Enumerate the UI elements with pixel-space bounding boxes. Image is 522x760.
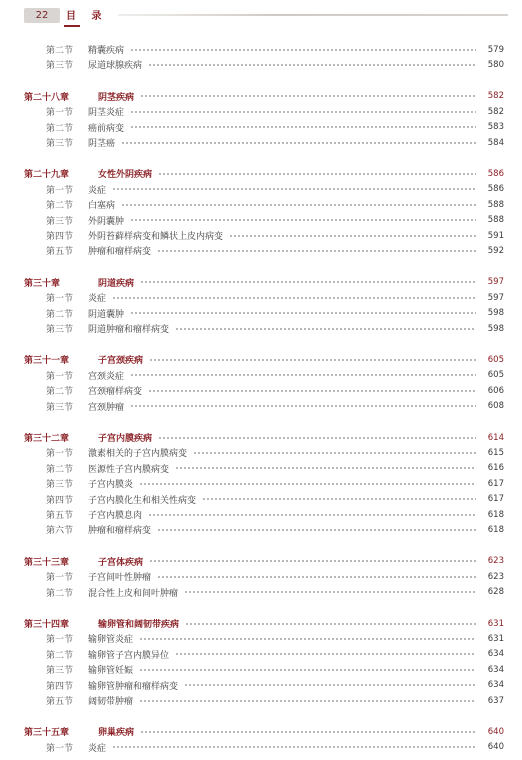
toc-section-row[interactable] — [0, 243, 522, 258]
toc-section-row[interactable] — [0, 228, 522, 243]
toc-title: 阴茎炎症 — [88, 108, 125, 119]
toc-title: 卵巢疾病 — [98, 728, 135, 739]
toc-page-number: 623 — [487, 571, 504, 582]
toc-section-row[interactable] — [0, 569, 522, 584]
toc-section-row[interactable] — [0, 57, 522, 72]
toc-section-row[interactable] — [0, 693, 522, 708]
toc-label: 第一节 — [46, 573, 74, 584]
toc-chapter-row[interactable] — [0, 275, 522, 290]
toc-title: 激素相关的子宫内膜病变 — [88, 449, 188, 460]
toc-page-number: 586 — [487, 168, 504, 179]
toc-label: 第六节 — [46, 526, 74, 537]
toc-label: 第二节 — [46, 588, 74, 599]
toc-page-number: 588 — [487, 215, 504, 226]
toc-title: 阴茎疾病 — [98, 92, 135, 103]
toc-label: 第四节 — [46, 232, 74, 242]
dot-leader — [193, 450, 476, 456]
dot-leader — [175, 465, 476, 471]
toc-label: 第三十三章 — [24, 557, 70, 568]
toc-page-number: 634 — [487, 649, 504, 660]
dot-leader — [149, 558, 476, 564]
toc-title: 输卵管子宫内膜异位 — [88, 650, 170, 661]
toc-chapter-row[interactable] — [0, 724, 522, 739]
dot-leader — [184, 682, 476, 688]
toc-section-row[interactable] — [0, 42, 522, 57]
dot-leader — [139, 636, 476, 642]
toc-page-number: 631 — [487, 633, 504, 644]
header-rule — [118, 14, 508, 16]
toc-chapter-row[interactable] — [0, 352, 522, 367]
toc-page-number: 582 — [487, 106, 504, 117]
toc-section-row[interactable] — [0, 321, 522, 336]
dot-leader — [175, 326, 476, 332]
toc-title: 阴道疾病 — [98, 278, 135, 289]
dot-leader — [112, 295, 476, 301]
toc-title: 肿瘤和瘤样病变 — [88, 526, 152, 537]
toc-label: 第三十二章 — [24, 434, 70, 444]
dot-leader — [157, 527, 476, 533]
title-underline — [64, 25, 80, 27]
toc-section-row[interactable] — [0, 522, 522, 537]
toc-page-number: 640 — [487, 726, 504, 737]
dot-leader — [121, 202, 476, 208]
toc-chapter-row[interactable] — [0, 554, 522, 569]
dot-leader — [229, 233, 476, 239]
toc-title: 阴茎癌 — [88, 139, 116, 149]
toc-page-number: 618 — [487, 524, 504, 535]
dot-leader — [112, 186, 476, 192]
toc-label: 第三节 — [46, 480, 74, 491]
toc-section-row[interactable] — [0, 507, 522, 522]
toc-page-number: 588 — [487, 199, 504, 210]
toc-label: 第三节 — [46, 402, 74, 413]
section-title: 目 录 — [66, 11, 108, 22]
toc-title: 女性外阴疾病 — [98, 170, 153, 181]
toc-title: 子宫内膜炎 — [88, 480, 134, 491]
toc-page-number: 579 — [487, 44, 504, 55]
toc-section-row[interactable] — [0, 104, 522, 119]
toc-page-number: 598 — [487, 323, 504, 334]
toc-title: 肿瘤和瘤样病变 — [88, 247, 152, 258]
toc-title: 子宫内膜息肉 — [88, 511, 143, 521]
toc-label: 第一节 — [46, 635, 74, 646]
toc-label: 第五节 — [46, 247, 74, 258]
toc-section-row[interactable] — [0, 445, 522, 460]
toc-page-number: 592 — [487, 245, 504, 256]
toc-title: 外阴囊肿 — [88, 216, 125, 227]
toc-page-number: 618 — [487, 509, 504, 520]
dot-leader — [130, 403, 476, 409]
page-header — [0, 0, 522, 32]
toc-page-number: 591 — [487, 230, 504, 241]
toc-page-number: 582 — [487, 91, 504, 102]
dot-leader — [130, 310, 476, 316]
toc-title: 宫颈肿瘤 — [88, 402, 125, 413]
toc-label: 第三十章 — [24, 278, 61, 289]
toc-chapter-row[interactable] — [0, 89, 522, 104]
toc-label: 第二节 — [46, 201, 74, 212]
toc-section-row[interactable] — [0, 368, 522, 383]
toc-page-number: 634 — [487, 664, 504, 675]
toc-page-number: 606 — [487, 385, 504, 396]
toc-chapter-row[interactable] — [0, 166, 522, 181]
toc-title: 炎症 — [88, 743, 107, 754]
toc-label: 第四节 — [46, 495, 74, 506]
toc-section-row[interactable] — [0, 662, 522, 677]
toc-label: 第三节 — [46, 666, 74, 677]
toc-title: 输卵管肿瘤和瘤样病变 — [88, 681, 179, 692]
dot-leader — [148, 512, 476, 518]
toc-section-row[interactable] — [0, 631, 522, 646]
toc-section-row[interactable] — [0, 383, 522, 398]
toc-label: 第二十八章 — [24, 92, 70, 103]
toc-section-row[interactable] — [0, 182, 522, 197]
toc-label: 第一节 — [46, 108, 74, 119]
toc-title: 炎症 — [88, 294, 107, 305]
toc-section-row[interactable] — [0, 678, 522, 693]
toc-page-number: 597 — [487, 292, 504, 303]
toc-label: 第三节 — [46, 139, 74, 149]
dot-leader — [157, 248, 476, 254]
toc-title: 子宫体疾病 — [98, 557, 144, 568]
toc-label: 第一节 — [46, 294, 74, 305]
toc-label: 第二节 — [46, 309, 74, 320]
toc-label: 第一节 — [46, 449, 74, 460]
toc-chapter-row[interactable] — [0, 616, 522, 631]
toc-label: 第三十一章 — [24, 356, 70, 367]
toc-section-row[interactable] — [0, 492, 522, 507]
dot-leader — [184, 589, 476, 595]
toc-title: 输卵管和阔韧带疾病 — [98, 620, 180, 630]
toc-chapter-row[interactable] — [0, 430, 522, 445]
toc-title: 子宫内膜疾病 — [98, 434, 153, 444]
toc-label: 第三十四章 — [24, 620, 70, 630]
toc-page-number: 640 — [487, 742, 504, 753]
dot-leader — [112, 744, 476, 750]
dot-leader — [130, 217, 476, 223]
toc-label: 第一节 — [46, 371, 74, 382]
toc-section-row[interactable] — [0, 461, 522, 476]
toc-label: 第三十五章 — [24, 728, 70, 739]
toc-page-number: 605 — [487, 354, 504, 365]
toc-section-row[interactable] — [0, 213, 522, 228]
toc-page-number: 614 — [487, 432, 504, 443]
dot-leader — [185, 621, 476, 627]
toc-section-row[interactable] — [0, 120, 522, 135]
toc-title: 输卵管妊娠 — [88, 666, 134, 677]
toc-title: 阴道囊肿 — [88, 309, 125, 320]
toc-page-number: 616 — [487, 463, 504, 474]
toc-title: 子宫内膜化生和相关性病变 — [88, 495, 197, 506]
dot-leader — [202, 496, 476, 502]
page-number: 22 — [24, 8, 60, 23]
toc-page-number: 584 — [487, 137, 504, 148]
toc-title: 外阴苔藓样病变和鳞状上皮内病变 — [88, 232, 224, 242]
toc-title: 精囊疾病 — [88, 46, 125, 56]
dot-leader — [148, 388, 476, 394]
toc-label: 第一节 — [46, 743, 74, 754]
toc-label: 第二节 — [46, 46, 74, 56]
toc-label: 第二节 — [46, 123, 74, 134]
dot-leader — [158, 171, 476, 177]
toc-label: 第三节 — [46, 325, 74, 335]
dot-leader — [175, 651, 476, 657]
toc-title: 混合性上皮和间叶肿瘤 — [88, 588, 179, 599]
toc-title: 炎症 — [88, 185, 107, 196]
toc-title: 输卵管炎症 — [88, 635, 134, 646]
toc-label: 第二节 — [46, 387, 74, 398]
toc-page-number: 628 — [487, 587, 504, 598]
dot-leader — [130, 109, 476, 115]
toc-page-number: 634 — [487, 680, 504, 691]
toc-page-number: 608 — [487, 401, 504, 412]
toc-section-row[interactable] — [0, 585, 522, 600]
toc-page-number: 597 — [487, 277, 504, 288]
toc-title: 阴道肿瘤和瘤样病变 — [88, 325, 170, 335]
dot-leader — [139, 667, 476, 673]
toc-label: 第二十九章 — [24, 170, 70, 181]
toc-title: 阔韧带肿瘤 — [88, 697, 134, 707]
toc-label: 第二节 — [46, 464, 74, 475]
dot-leader — [149, 357, 476, 363]
dot-leader — [140, 729, 476, 735]
toc-section-row[interactable] — [0, 290, 522, 305]
dot-leader — [158, 435, 476, 441]
toc-label: 第三节 — [46, 61, 74, 72]
dot-leader — [121, 140, 476, 146]
dot-leader — [148, 62, 476, 68]
dot-leader — [140, 93, 476, 99]
dot-leader — [157, 574, 476, 580]
toc-page-number: 583 — [487, 122, 504, 133]
toc-page-number: 637 — [487, 695, 504, 706]
toc-label: 第一节 — [46, 185, 74, 196]
toc-section-row[interactable] — [0, 306, 522, 321]
toc-page-number: 623 — [487, 556, 504, 567]
toc-title: 白塞病 — [88, 201, 116, 212]
dot-leader — [139, 698, 476, 704]
toc-label: 第四节 — [46, 681, 74, 692]
toc-page-number: 586 — [487, 184, 504, 195]
toc-page-number: 615 — [487, 447, 504, 458]
toc-section-row[interactable] — [0, 647, 522, 662]
dot-leader — [139, 481, 476, 487]
toc-title: 癌前病变 — [88, 123, 125, 134]
toc-label: 第五节 — [46, 697, 74, 707]
toc-page-number: 605 — [487, 370, 504, 381]
toc-page-number: 617 — [487, 478, 504, 489]
toc-section-row[interactable] — [0, 476, 522, 491]
toc-title: 子宫颈疾病 — [98, 356, 144, 367]
toc-section-row[interactable] — [0, 135, 522, 150]
toc-page-number: 617 — [487, 494, 504, 505]
toc-title: 医源性子宫内膜病变 — [88, 464, 170, 475]
toc-page-number: 631 — [487, 618, 504, 629]
toc-label: 第五节 — [46, 511, 74, 521]
dot-leader — [130, 124, 476, 130]
toc-section-row[interactable] — [0, 197, 522, 212]
toc-label: 第二节 — [46, 650, 74, 661]
toc-section-row[interactable] — [0, 399, 522, 414]
toc-title: 宫颈炎症 — [88, 371, 125, 382]
dot-leader — [130, 47, 476, 53]
toc-title: 子宫间叶性肿瘤 — [88, 573, 152, 584]
toc-title: 宫颈瘤样病变 — [88, 387, 143, 398]
toc-title: 尿道球腺疾病 — [88, 61, 143, 72]
toc-page-number: 580 — [487, 59, 504, 70]
toc-label: 第三节 — [46, 216, 74, 227]
toc-section-row[interactable] — [0, 740, 522, 755]
dot-leader — [140, 279, 476, 285]
dot-leader — [130, 372, 476, 378]
toc-page-number: 598 — [487, 308, 504, 319]
